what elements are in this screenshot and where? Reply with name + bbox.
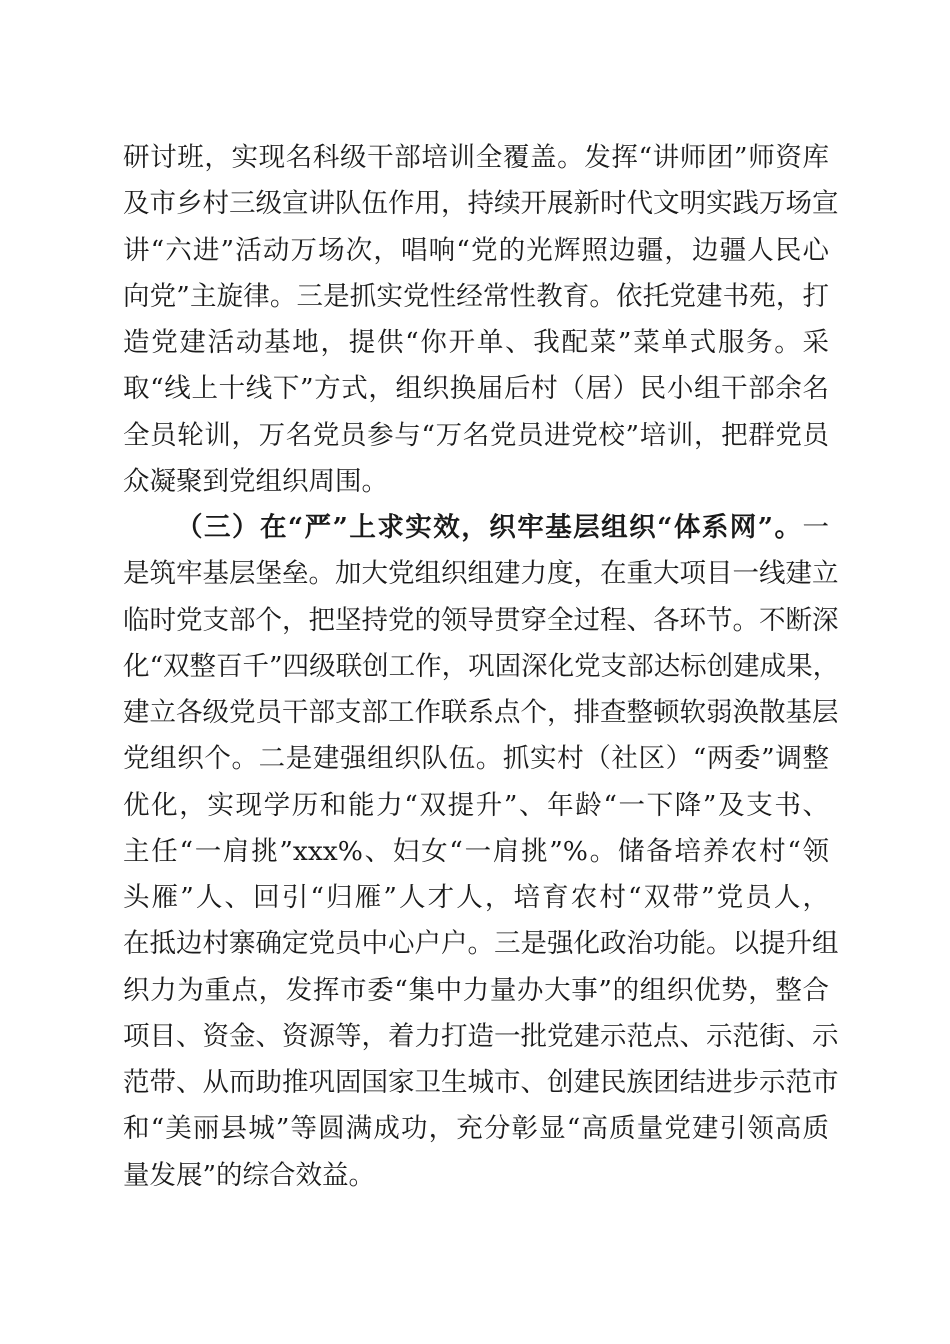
- paragraph-1: [123, 135, 839, 505]
- text-line: 头雁”人、回引“归雁”人才人，培育农村“双带”党员人，: [123, 882, 829, 913]
- text-line: 主任“一肩挑”xxx%、妇女“一肩挑”%。储备培养农村“领: [123, 835, 829, 867]
- text-line: 在抵边村寨确定党员中心户户。三是强化政治功能。以提升组: [123, 928, 839, 960]
- text-line: 临时党支部个，把坚持党的领导贯穿全过程、各环节。不断深: [123, 604, 839, 636]
- text-line: 造党建活动基地，提供“你开单、我配菜”菜单式服务。采: [123, 327, 829, 358]
- text-line: 全员轮训，万名党员参与“万名党员进党校”培训，把群党员: [123, 419, 829, 451]
- text-line: 化“双整百千”四级联创工作，巩固深化党支部达标创建成果，: [123, 650, 840, 682]
- text-line: 讲“六进”活动万场次，唱响“党的光辉照边疆，边疆人民心: [123, 234, 829, 266]
- text-line: 众凝聚到党组织周围。: [123, 465, 388, 497]
- text-line: 向党”主旋律。三是抓实党性经常性教育。依托党建书苑，打: [123, 280, 829, 312]
- section-heading: （三）在“严”上求实效，织牢基层组织“体系网”。: [176, 512, 803, 543]
- text-line: 织力为重点，发挥市委“集中力量办大事”的组织优势，整合: [123, 974, 829, 1006]
- text-line: 是筑牢基层堡垒。加大党组织组建力度，在重大项目一线建立: [123, 558, 839, 590]
- paragraph-heading-line: [123, 505, 829, 551]
- text-line: 建立各级党员干部支部工作联系点个，排查整顿软弱涣散基层: [123, 697, 839, 728]
- text-line: 和“美丽县城”等圆满成功，充分彰显“高质量党建引领高质: [123, 1113, 829, 1145]
- text-line: 取“线上十线下”方式，组织换届后村（居）民小组干部余名: [123, 373, 829, 405]
- text-line: 研讨班，实现名科级干部培训全覆盖。发挥“讲师团”师资库: [123, 142, 829, 173]
- text-line: 优化，实现学历和能力“双提升”、年龄“一下降”及支书、: [123, 789, 829, 821]
- text-line: 及市乡村三级宣讲队伍作用，持续开展新时代文明实践万场宣: [123, 188, 839, 220]
- text-line: 党组织个。二是建强组织队伍。抓实村（社区）“两委”调整: [123, 743, 829, 775]
- paragraph-2: [123, 505, 840, 1199]
- text-line: 范带、从而助推巩固国家卫生城市、创建民族团结进步示范市: [123, 1067, 839, 1098]
- text-line: 量发展”的综合效益。: [123, 1159, 376, 1191]
- heading-line-continuation: 一: [802, 512, 829, 543]
- text-line: 项目、资金、资源等，着力打造一批党建示范点、示范街、示: [123, 1020, 839, 1052]
